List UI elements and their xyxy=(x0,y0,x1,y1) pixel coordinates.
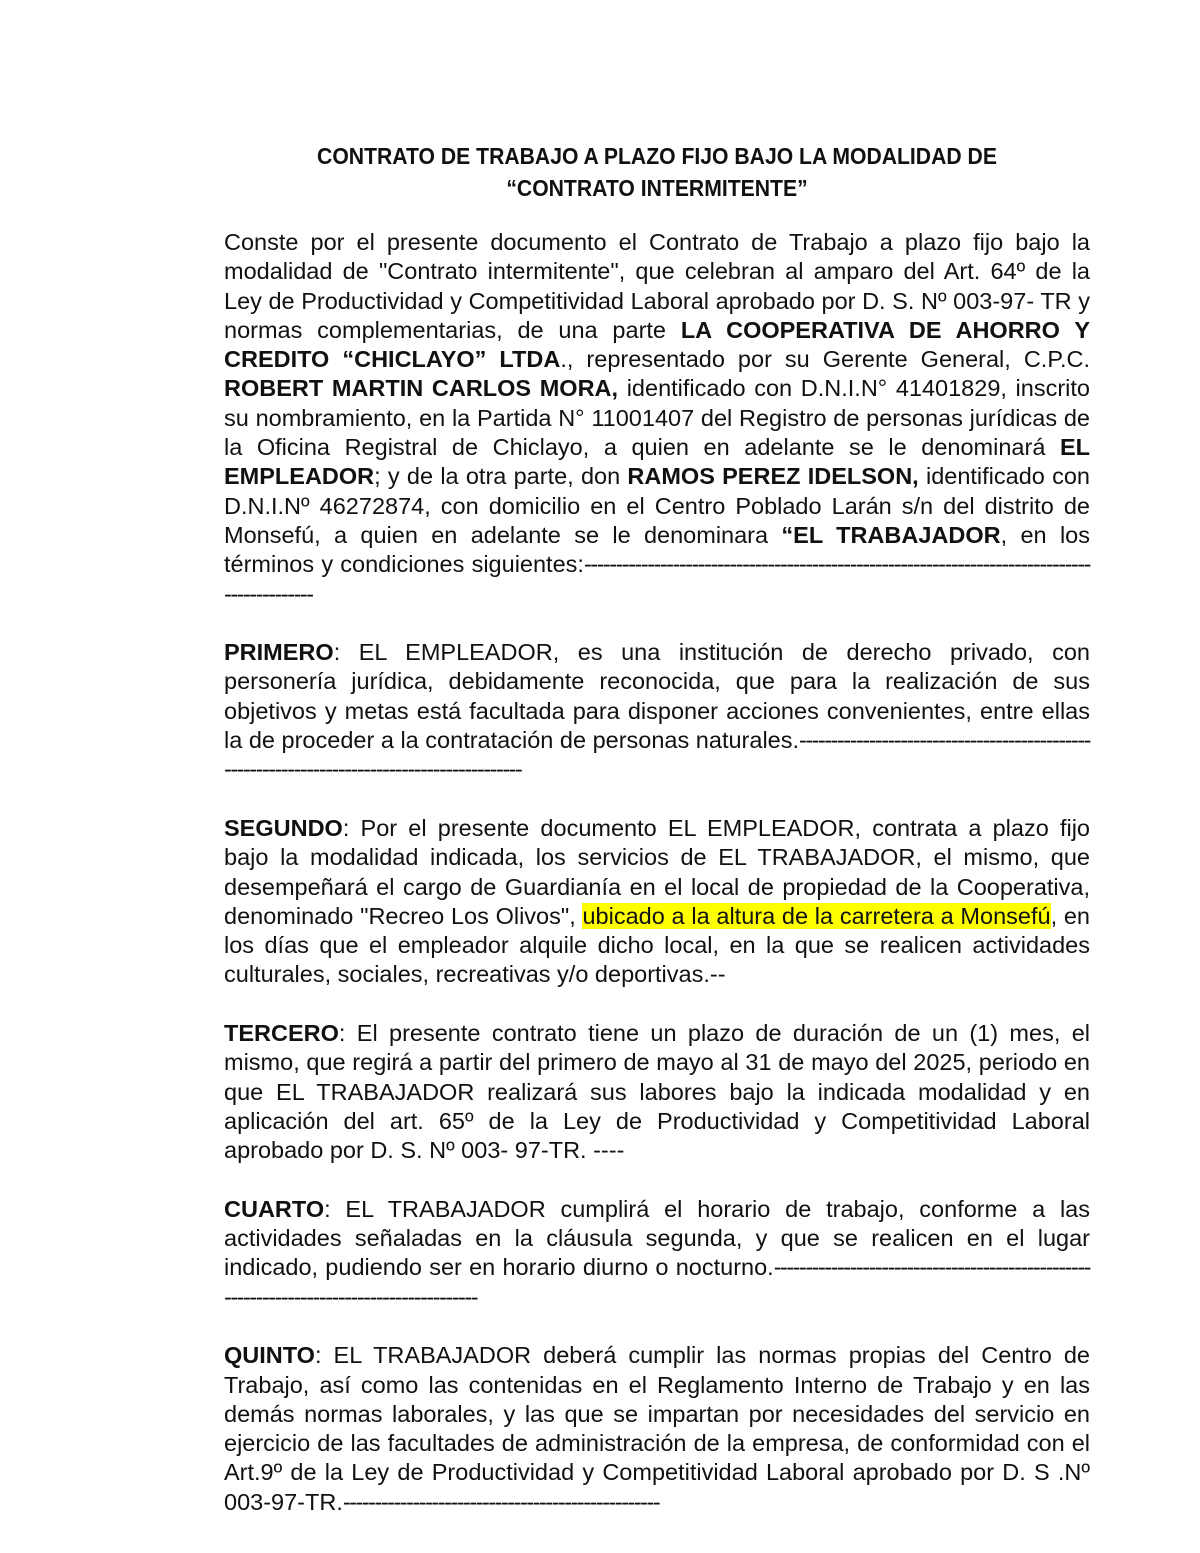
title-line-2: “CONTRATO INTERMITENTE” xyxy=(506,175,808,201)
intro-text-1: Conste por el presente documento el Contrato de Trabajo a plazo fijo bajo la modalidad de "Contrato intermitente", que celebran al amparo del Art. 64º de la Ley de Productividad y Competitividad Laboral aprobado por D. S. Nº 003-97- TR y normas complementarias, de una parte xyxy=(224,229,1090,343)
manager-name: ROBERT MARTIN CARLOS MORA, xyxy=(224,375,619,402)
highlighted-location: ubicado a la altura de la carretera a Monsefú xyxy=(582,902,1051,929)
title-line-1: CONTRATO DE TRABAJO A PLAZO FIJO BAJO LA MODALIDAD DE xyxy=(317,143,997,169)
clause-text-primero: : EL EMPLEADOR, es una institución de derecho privado, con personería jurídica, debidamente reconocida, que para la realización de sus objetivos y metas está facultada para disponer acciones convenientes, entre ellas la de proceder a la contratación de personas naturales. xyxy=(224,639,1090,754)
clause-label-cuarto: CUARTO xyxy=(224,1195,325,1222)
clause-text-cuarto: : EL TRABAJADOR cumplirá el horario de trabajo, conforme a las actividades señaladas en la cláusula segunda, y que se realicen en el lugar indicado, pudiendo ser en horario diurno o nocturno. xyxy=(224,1195,1090,1281)
intro-paragraph xyxy=(224,228,1090,609)
clause-tercero xyxy=(224,1019,1090,1165)
intro-dashes: ---------------------------------------------------------------------------------------------- xyxy=(224,551,1090,607)
cooperative-name: LA COOPERATIVA DE AHORRO Y CREDITO “CHICLAYO” LTDA xyxy=(224,316,1090,373)
worker-name: RAMOS PEREZ IDELSON, xyxy=(627,463,919,490)
clause-text-segundo-2: , en los días que el empleador alquile dicho local, en la que se realicen actividades culturales, sociales, recreativas y/o deportivas.-- xyxy=(224,902,1090,988)
clause-segundo xyxy=(224,814,1090,990)
clause-text-tercero: : El presente contrato tiene un plazo de duración de un (1) mes, el mismo, que regirá a partir del primero de mayo al 31 de mayo del 2025, periodo en que EL TRABAJADOR realizará sus labores bajo la indicada modalidad y en aplicación del art. 65º de la Ley de Productividad y Competitividad Laboral aprobado por D. S. Nº 003- 97-TR. ---- xyxy=(224,1020,1090,1164)
intro-text-6: , en los términos y condiciones siguientes: xyxy=(224,521,1090,578)
clause-label-primero: PRIMERO xyxy=(224,639,334,666)
intro-text-2: ., representado por su Gerente General, C.P.C. xyxy=(560,346,1090,373)
document-title xyxy=(259,140,1056,204)
intro-text-5: identificado con D.N.I.Nº 46272874, con domicilio en el Centro Poblado Larán s/n del distrito de Monsefú, a quien en adelante se le denominara xyxy=(224,463,1090,548)
primero-dashes: --------------------------------------------------------------------------------------------- xyxy=(224,727,1090,783)
quinto-dashes: -------------------------------------------------- xyxy=(342,1488,660,1515)
clause-cuarto xyxy=(224,1195,1090,1312)
employer-term: EL EMPLEADOR xyxy=(224,434,1090,490)
document-page xyxy=(224,140,1090,1517)
clause-primero xyxy=(224,638,1090,784)
cuarto-dashes: ------------------------------------------------------------------------------------------ xyxy=(224,1254,1090,1310)
clause-text-quinto: : EL TRABAJADOR deberá cumplir las normas propias del Centro de Trabajo, así como las contenidas en el Reglamento Interno de Trabajo y en las demás normas laborales, y las que se impartan por necesidades del servicio en ejercicio de las facultades de administración de la empresa, de conformidad con el Art.9º de la Ley de Productividad y Competitividad Laboral aprobado por D. S .Nº 003-97-TR. xyxy=(224,1342,1090,1515)
clause-label-quinto: QUINTO xyxy=(224,1342,315,1369)
clause-quinto xyxy=(224,1341,1090,1517)
clause-label-segundo: SEGUNDO xyxy=(224,814,343,841)
worker-term: “EL TRABAJADOR xyxy=(781,521,1001,548)
intro-text-4: ; y de la otra parte, don xyxy=(374,463,628,490)
clause-text-segundo-1: : Por el presente documento EL EMPLEADOR, contrata a plazo fijo bajo la modalidad indicada, los servicios de EL TRABAJADOR, el mismo, que desempeñará el cargo de Guardianía en el local de propiedad de la Cooperativa, denominado "Recreo Los Olivos", xyxy=(224,814,1090,929)
clause-label-tercero: TERCERO xyxy=(224,1020,339,1047)
intro-text-3: identificado con D.N.I.N° 41401829, inscrito su nombramiento, en la Partida N° 11001407 del Registro de personas jurídicas de la Oficina Registral de Chiclayo, a quien en adelante se le denominará xyxy=(224,375,1090,461)
